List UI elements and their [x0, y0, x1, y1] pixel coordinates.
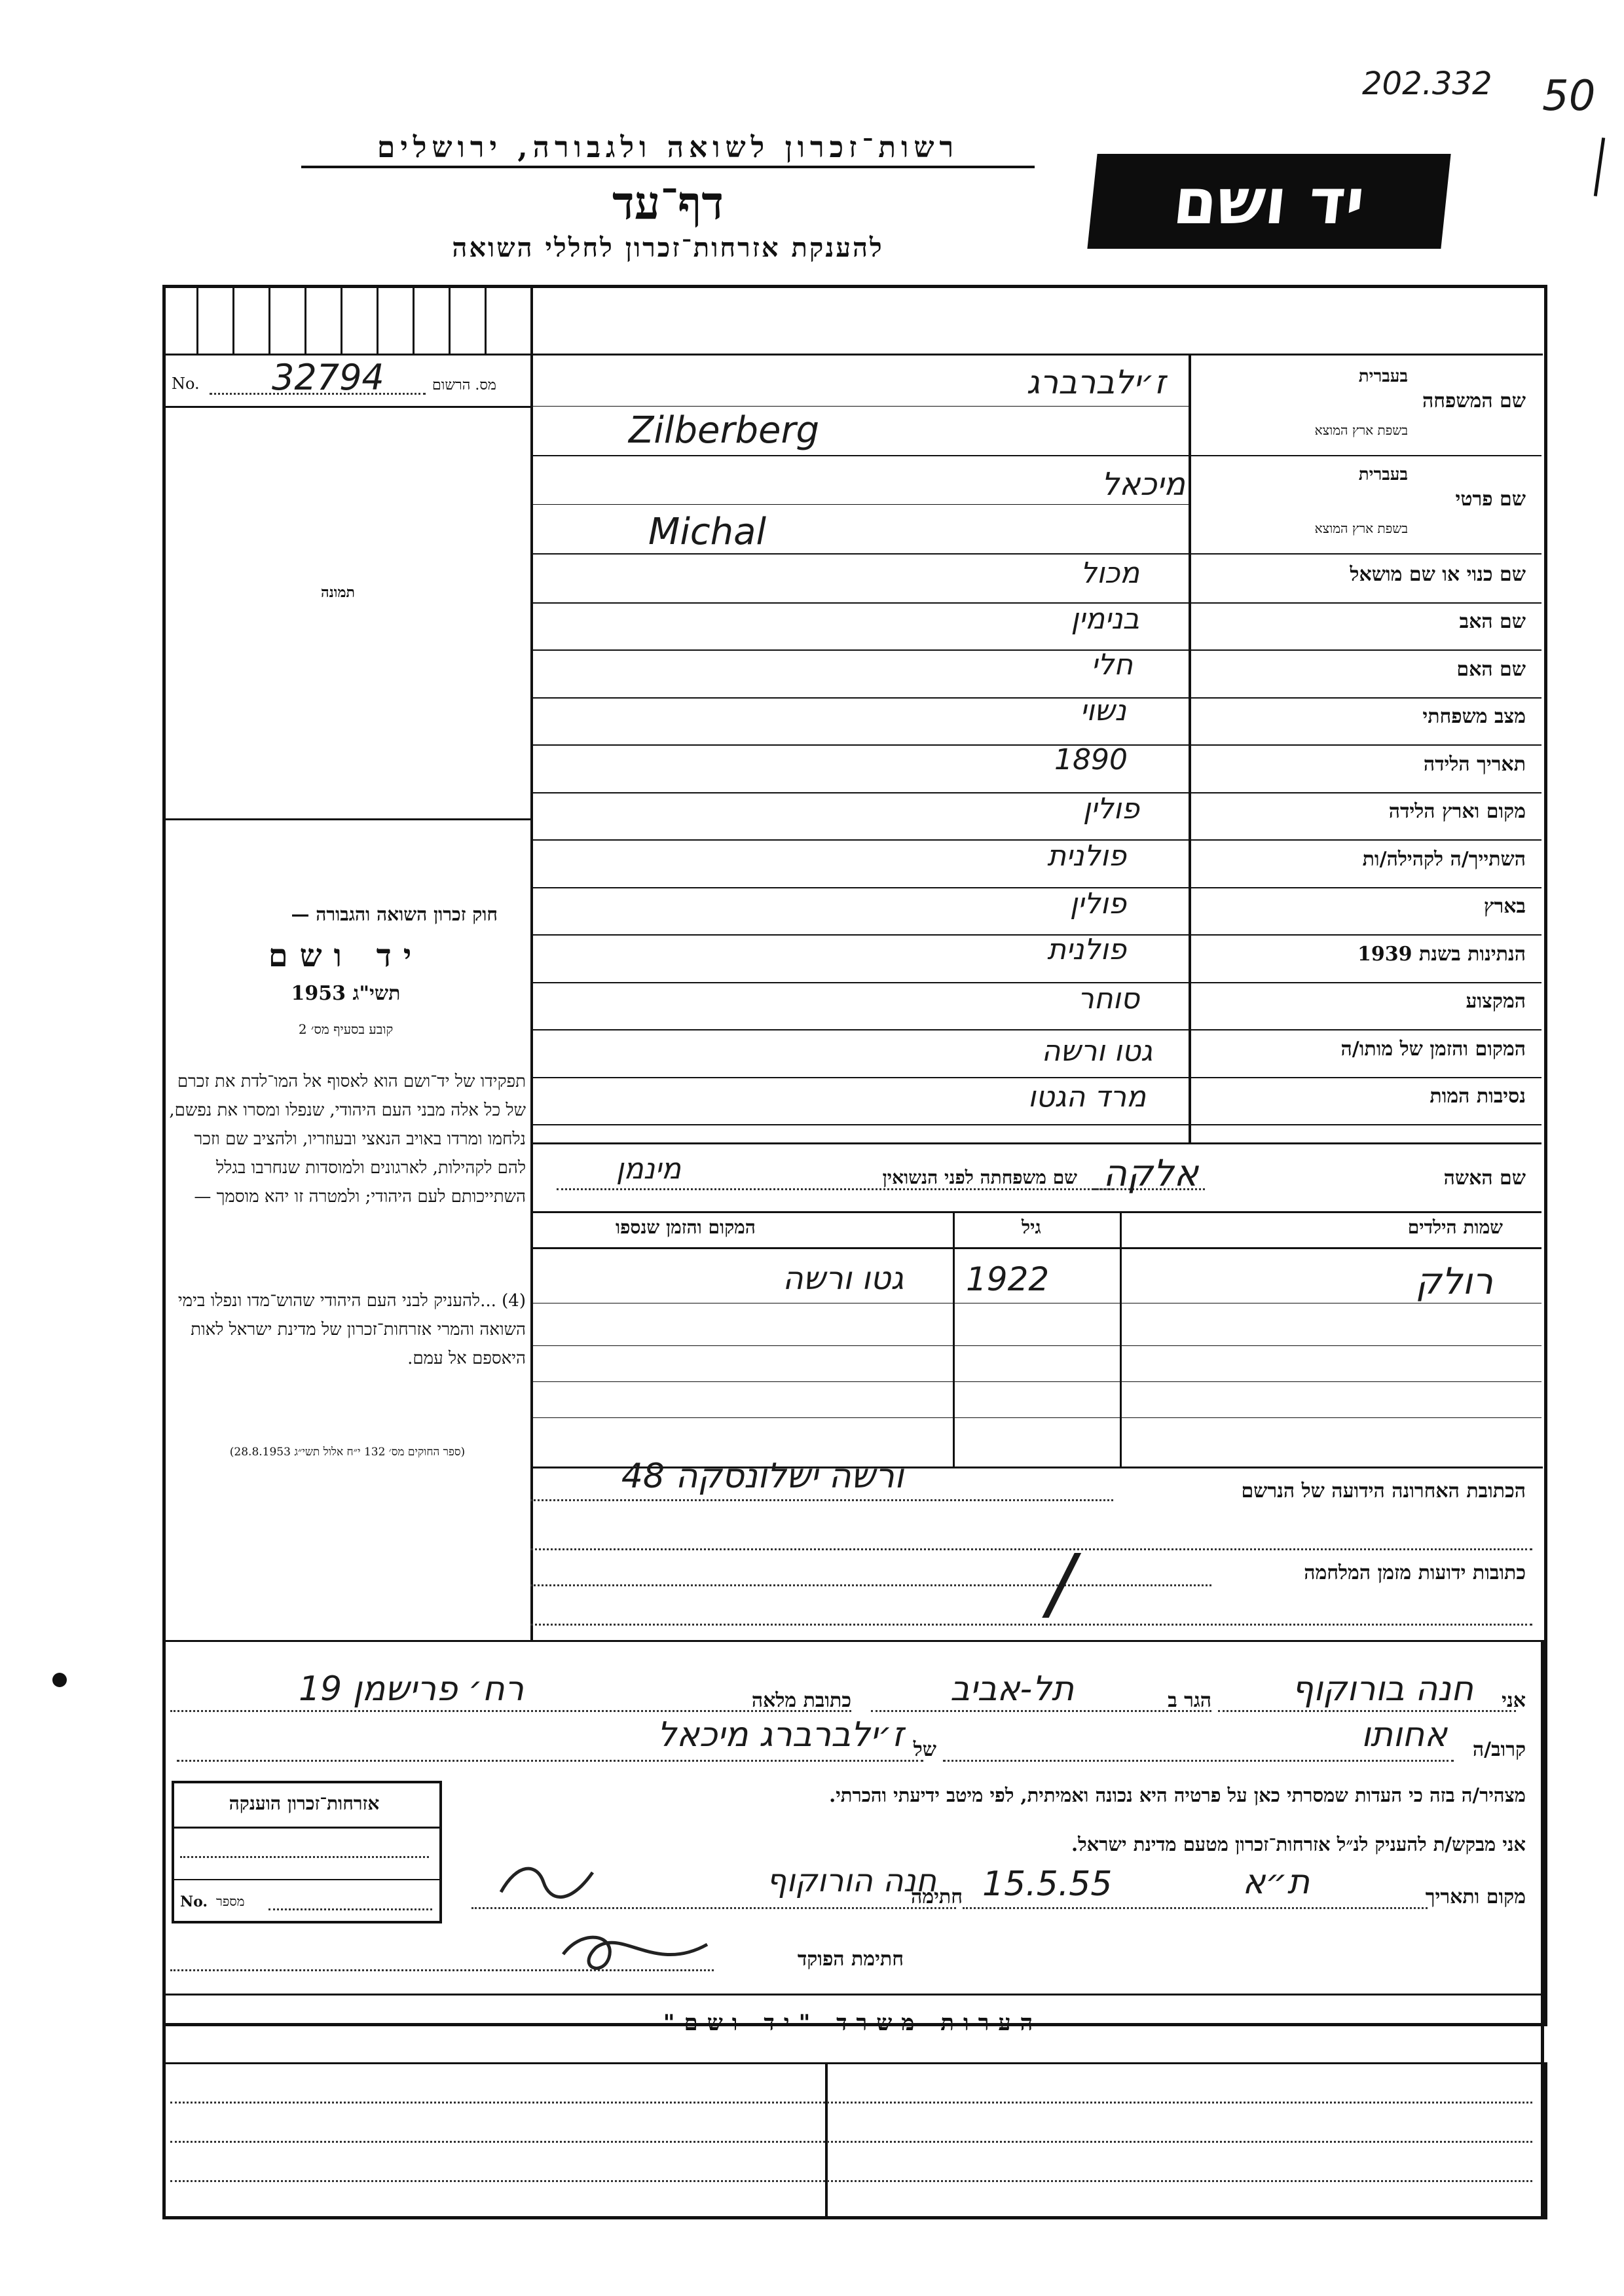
- birth-date-label: תאריך הלידה: [1423, 753, 1526, 776]
- granted-box-title: אזרחות־זכרון הוענקה: [229, 1793, 380, 1814]
- community-value: פולנית: [1047, 839, 1126, 873]
- officer-signature-label: חתימת הפוקד: [797, 1948, 904, 1971]
- corner-number: 202.332: [1362, 65, 1492, 102]
- family-name-sub-origin: בשפת ארץ המוצא: [1314, 422, 1408, 438]
- first-name-sub-origin: בשפת ארץ המוצא: [1314, 520, 1408, 536]
- war-addresses-label: כתובות ידועות מזמן המלחמה: [1304, 1561, 1526, 1584]
- law-year: תשי"ג 1953: [291, 982, 401, 1005]
- wife-maiden-value: מינמן: [616, 1152, 681, 1186]
- family-name-latin: Zilberberg: [629, 409, 820, 452]
- office-notes-title: הערות משרד "יד ושם": [663, 2010, 1043, 2036]
- mother-label: שם האם: [1456, 658, 1526, 681]
- declarant-name: חנה בורוקוף: [1291, 1669, 1473, 1709]
- profession-value: סוחר: [1077, 982, 1139, 1015]
- children-col-place: המקום והזמן שנספו: [616, 1216, 756, 1238]
- death-circumstance-label: נסיבות המות: [1430, 1085, 1526, 1108]
- declaration-date: 15.5.55: [982, 1865, 1113, 1904]
- table-row: רולק: [1415, 1260, 1493, 1303]
- marital-label: מצב משפחתי: [1422, 705, 1526, 728]
- wife-maiden-label: שם משפחתה לפני הנשואין: [882, 1167, 1077, 1188]
- declarant-of-value: ז׳ילברברג מיכאל: [657, 1715, 904, 1755]
- first-name-label: שם פרטי: [1455, 488, 1526, 511]
- nickname-label: שם כנוי או שם מושאל: [1350, 563, 1526, 586]
- law-title: חוק זכרון השואה והגבורה —: [291, 903, 498, 925]
- corner-mark: 50: [1542, 72, 1596, 120]
- granted-box-no-label: No.: [180, 1893, 208, 1910]
- header-subtitle: להענקת אזרחות־זכרון לחללי השואה: [452, 232, 884, 263]
- declarant-relation: אחותו: [1361, 1715, 1447, 1755]
- family-name-sub-hebrew: בעברית: [1358, 367, 1408, 386]
- declarant-address-label: כתובת מלאה: [751, 1689, 851, 1712]
- registration-label: מס. הרשום: [432, 377, 496, 393]
- handwritten-signature: [498, 1859, 596, 1915]
- declarant-relation-label: קרוב/ה: [1472, 1738, 1526, 1761]
- declarant-city: תל-אביב: [950, 1669, 1074, 1709]
- signature-label: חתימה: [911, 1886, 963, 1908]
- wife-value: אלקה: [1103, 1152, 1198, 1195]
- death-place-label: המקום והזמן של מותו/ה: [1340, 1038, 1526, 1061]
- marital-value: נשוי: [1080, 694, 1126, 727]
- community-label: השתייך/ה לקהילה/ות: [1362, 848, 1526, 871]
- mother-value: חלי: [1091, 648, 1133, 682]
- father-value: בנימין: [1071, 602, 1139, 636]
- declaration-place: ת״א: [1242, 1863, 1310, 1902]
- citizenship-label: הנתינות בשנת 1939: [1357, 943, 1526, 966]
- law-name: יד ושם: [268, 938, 424, 974]
- citizenship-value: פולנית: [1047, 933, 1126, 966]
- header-authority: רשות־זכרון לשואה ולגבורה, ירושלים: [301, 131, 1035, 168]
- declarant-i-label: אני: [1502, 1689, 1526, 1712]
- first-name-latin: Michal: [648, 511, 767, 553]
- birth-place-value: פולין: [1082, 792, 1139, 826]
- law-section: קובע בסעיף מס׳ 2: [298, 1021, 394, 1037]
- father-label: שם האב: [1459, 610, 1526, 633]
- law-text-2: (4) ...להעניק לבני העם היהודי שהוש־מדו ונפלו בימי השואה והמרי אזרחות־זכרון של מדינת ישראל לאות היאספם אל עמם.: [177, 1291, 526, 1368]
- law-text: תפקידו של יד־ושם הוא לאסוף אל המו־לדת את זכרם של כל אלה מבני העם היהודי, שנפלו ומסרו את נפשם, נלחמו ומרדו באויב הנאצי ובעוזריו, ולהציב שם וזכר להם לקהילות, לארגונים ולמוסדות שנחרבו בגלל השתייכותם לעם היהודי; ולמטרה זו יהא מוסמך —: [169, 1072, 526, 1207]
- place-date-label: מקום ותאריך: [1425, 1886, 1526, 1908]
- last-address-value: ורשה ישלונסקה 48: [621, 1457, 904, 1496]
- law-citation: (ספר החוקים מס׳ 132 י״ח אלול תשי״ג 28.8.1953): [229, 1446, 466, 1459]
- children-col-age: גיל: [1022, 1216, 1041, 1238]
- first-name-sub-hebrew: בעברית: [1358, 465, 1408, 484]
- signature-scribble-icon: [498, 1859, 596, 1905]
- header-title: דף־עד: [612, 175, 724, 230]
- corner-stroke: [1594, 137, 1605, 196]
- child-age: 1922: [966, 1260, 1050, 1298]
- declarant-address: רח׳ פרישמן 19: [299, 1669, 524, 1709]
- declarant-statement-1: מצהיר/ה בזה כי העדות שמסרתי כאן על פרטיה היא נכונה ואמיתית, לפי מיטב ידיעתי והכרתי.: [829, 1784, 1526, 1806]
- birth-date-value: 1890: [1054, 743, 1128, 776]
- registration-no-label: No.: [172, 374, 200, 393]
- family-name-hebrew: ז׳ילברברג: [1026, 363, 1166, 401]
- registration-no-value: 32794: [272, 357, 384, 398]
- granted-box-number-label: מספר: [216, 1893, 245, 1909]
- first-name-hebrew: מיכאל: [1101, 466, 1185, 503]
- signature-name: חנה הורוקוף: [766, 1863, 936, 1899]
- declarant-resides-label: הגר ב: [1168, 1689, 1211, 1712]
- declarant-of-label: של: [913, 1738, 936, 1761]
- country-value: פולין: [1069, 887, 1126, 920]
- war-addresses-value: /: [1048, 1539, 1075, 1630]
- nickname-value: מכול: [1080, 556, 1139, 590]
- death-circumstance-value: מרד הגטו: [1027, 1080, 1146, 1114]
- wife-label: שם האשה: [1443, 1167, 1526, 1190]
- birth-place-label: מקום וארץ הלידה: [1388, 800, 1526, 823]
- margin-dot: [52, 1673, 67, 1687]
- death-place-value: גטו ורשה: [1041, 1034, 1153, 1068]
- family-name-label: שם המשפחה: [1422, 390, 1526, 412]
- child-death-place: גטו ורשה: [783, 1260, 904, 1297]
- photo-label: תמונה: [321, 584, 355, 601]
- officer-signature-scribble-icon: [557, 1928, 714, 1983]
- profession-label: המקצוע: [1466, 990, 1526, 1013]
- yad-vashem-logo: [1087, 154, 1450, 249]
- declarant-statement-2: אני מבקש/ת להעניק לנ״ל אזרחות־זכרון מטעם מדינת ישראל.: [1071, 1833, 1526, 1855]
- outer-frame-bottom: [162, 2062, 1547, 2219]
- logo-text: יד ושם: [1170, 164, 1369, 238]
- country-label: בארץ: [1483, 895, 1526, 918]
- last-address-label: הכתובת האחרונה הידועה של הנרשם: [1241, 1480, 1526, 1503]
- children-col-names: שמות הילדים: [1407, 1216, 1503, 1238]
